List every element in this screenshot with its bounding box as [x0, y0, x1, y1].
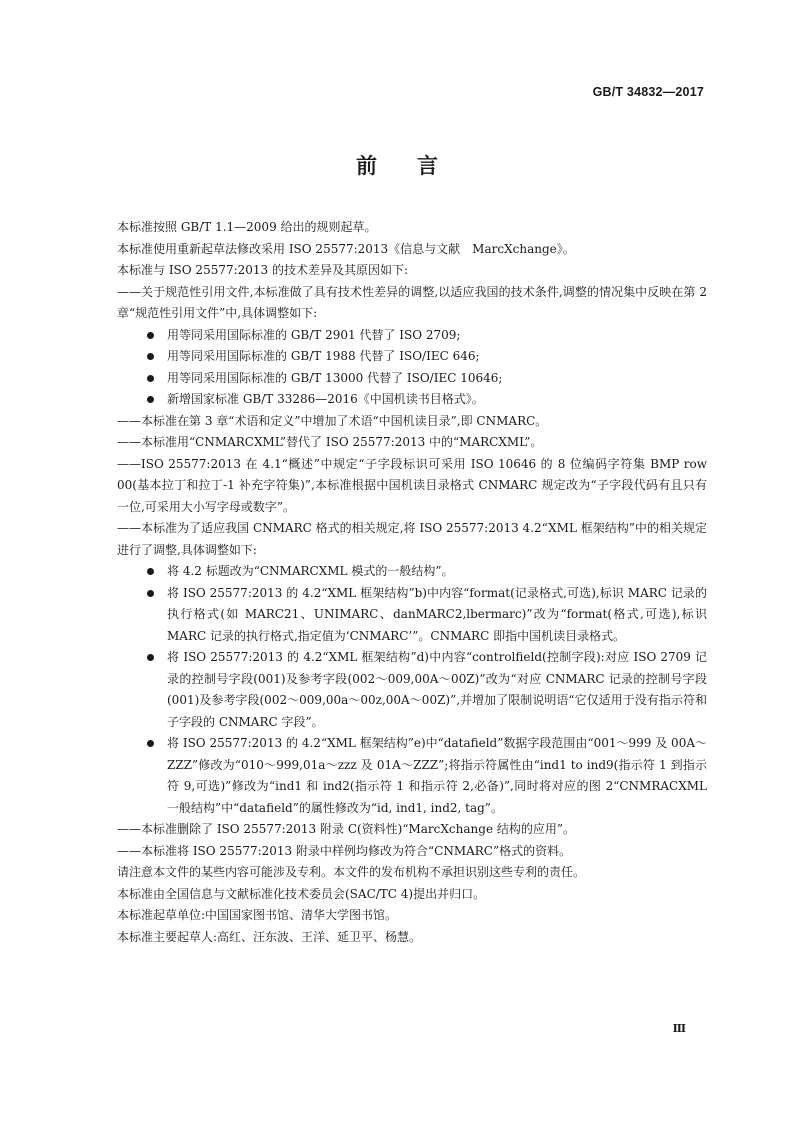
diff-item-xml-framework: ——本标准为了适应我国 CNMARC 格式的相关规定,将 ISO 25577:2013 4.2“XML 框架结构”中的相关规定进行了调整,具体调整如下:	[117, 521, 707, 557]
list-item: 将 ISO 25577:2013 的 4.2“XML 框架结构”d)中内容“controlfield(控制字段):对应 ISO 2709 记录的控制号字段(001)及参考字段(002～009,00A～00Z)”改为“对应 CNMARC 记录的控制号字段(001)及参考字段(002～009,00a～00z,00A～00Z)”,并增加了限制说明语“它仅适用于没有指示符和子字段的 CNMARC 字段”。	[145, 647, 707, 733]
diff-item-annex-removed: ——本标准删除了 ISO 25577:2013 附录 C(资料性)“MarcXchange 结构的应用”。	[117, 822, 575, 836]
list-item: 新增国家标准 GB/T 33286—2016《中国机读书目格式》。	[145, 389, 707, 411]
bullet-icon	[147, 590, 154, 597]
diff-item-cnmarcxml: ——本标准用“CNMARCXML”替代了 ISO 25577:2013 中的“MARCXML”。	[117, 435, 543, 449]
diff-item-normative-references: ——关于规范性引用文件,本标准做了具有技术性差异的调整,以适应我国的技术条件,调整的情况集中反映在第 2 章“规范性引用文件”中,具体调整如下:	[117, 284, 707, 320]
list-item: 将 ISO 25577:2013 的 4.2“XML 框架结构”b)中内容“format(记录格式,可选),标识 MARC 记录的执行格式(如 MARC21、UNIMARC、danMARC2,lbermarc)”改为“format(格式,可选),标识 MARC 记录的执行格式,指定值为‘CNMARC’”。CNMARC 即指中国机读目录格式。	[145, 583, 707, 648]
foreword-body	[117, 217, 707, 948]
bullet-list	[117, 325, 707, 411]
bullet-icon	[147, 654, 154, 661]
list-item: 用等同采用国际标准的 GB/T 1988 代替了 ISO/IEC 646;	[145, 346, 707, 368]
bullet-list	[117, 561, 707, 819]
list-item: 用等同采用国际标准的 GB/T 2901 代替了 ISO 2709;	[145, 325, 707, 347]
bullet-icon	[147, 568, 154, 575]
paragraph: 本标准按照 GB/T 1.1—2009 给出的规则起草。	[117, 220, 377, 234]
diff-item-examples: ——本标准将 ISO 25577:2013 附录中样例均修改为符合“CNMARC”格式的资料。	[117, 843, 572, 858]
bullet-icon	[147, 353, 154, 360]
list-item: 将 4.2 标题改为“CNMARCXML 模式的一般结构”。	[145, 561, 707, 583]
list-item: 用等同采用国际标准的 GB/T 13000 代替了 ISO/IEC 10646;	[145, 368, 707, 390]
diff-item-subfield: ——ISO 25577:2013 在 4.1“概述”中规定“子字段标识可采用 ISO 10646 的 8 位编码字符集 BMP row 00(基本拉丁和拉丁-1 补充字符集)”,本标准根据中国机读目录格式 CNMARC 规定改为“子字段代码有且只有一位,可采用大小写字母或数字”。	[117, 456, 707, 514]
standard-number: GB/T 34832—2017	[592, 85, 704, 99]
page-number: Ⅲ	[672, 1022, 686, 1035]
bullet-icon	[147, 396, 154, 403]
bullet-icon	[147, 375, 154, 382]
diff-item-terms: ——本标准在第 3 章“术语和定义”中增加了术语“中国机读目录”,即 CNMARC。	[117, 413, 548, 428]
paragraph: 本标准与 ISO 25577:2013 的技术差异及其原因如下:	[117, 263, 409, 277]
page-title: 前言	[356, 154, 478, 178]
paragraph: 请注意本文件的某些内容可能涉及专利。本文件的发布机构不承担识别这些专利的责任。	[117, 865, 586, 879]
paragraph: 本标准使用重新起草法修改采用 ISO 25577:2013《信息与文献 MarcXchange》。	[117, 241, 575, 256]
paragraph: 本标准主要起草人:高红、汪东波、王洋、延卫平、杨慧。	[117, 929, 422, 944]
list-item: 将 ISO 25577:2013 的 4.2“XML 框架结构”e)中“datafield”数据字段范围由“001～999 及 00A～ZZZ”修改为“010～999,01a～zzz 及 01A～ZZZ”;将指示符属性由“ind1 to ind9(指示符 1 到指示符 9,可选)”修改为“ind1 和 ind2(指示符 1 和指示符 2,必备)”,同时将对应的图 2“CNMRACXML 一般结构”中“datafield”的属性修改为“id, ind1, ind2, tag”。	[145, 733, 707, 819]
paragraph: 本标准起草单位:中国国家图书馆、清华大学图书馆。	[117, 908, 398, 922]
paragraph: 本标准由全国信息与文献标准化技术委员会(SAC/TC 4)提出并归口。	[117, 886, 486, 901]
bullet-icon	[147, 332, 154, 339]
bullet-icon	[147, 740, 154, 747]
